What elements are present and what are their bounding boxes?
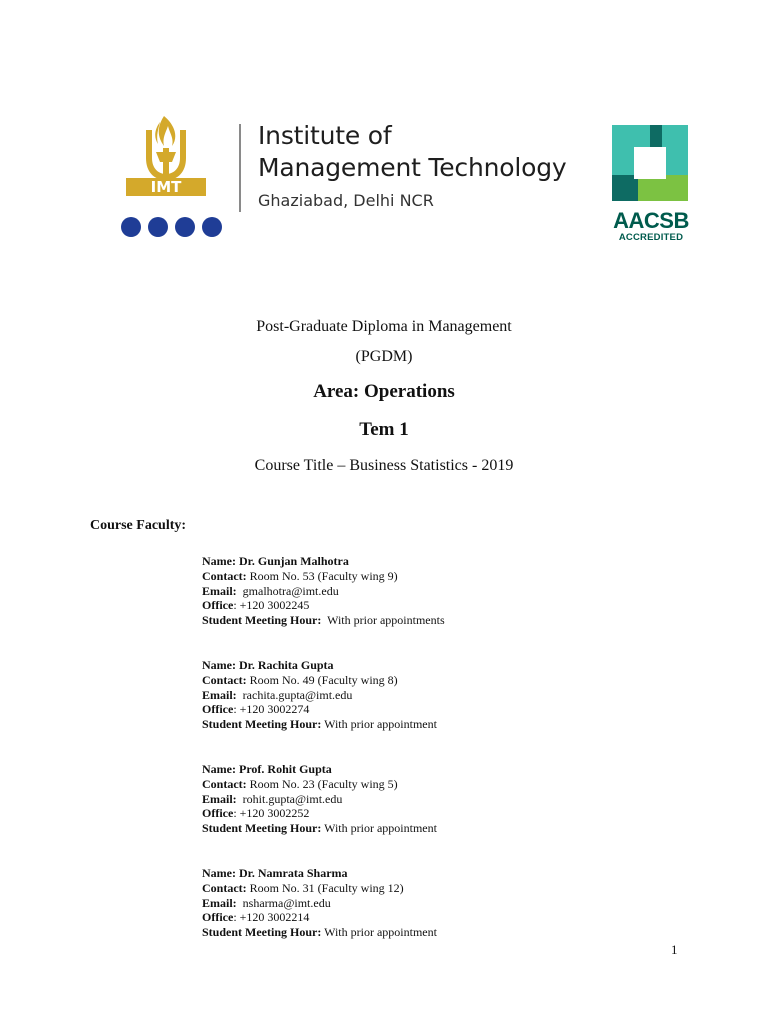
faculty-office: +120 3002245 [239, 598, 310, 613]
institute-location: Ghaziabad, Delhi NCR [258, 191, 434, 210]
imt-logo [120, 112, 235, 242]
program-abbreviation: (PGDM) [355, 348, 413, 365]
faculty-list [202, 554, 682, 970]
faculty-meeting: With prior appointment [324, 925, 437, 940]
email-label: Email: [202, 583, 237, 598]
email-label: Email: [202, 791, 237, 806]
faculty-contact: Room No. 49 (Faculty wing 8) [249, 672, 398, 687]
imt-emblem-icon [120, 112, 235, 242]
faculty-card: Name: Dr. Gunjan Malhotra Contact: Room No. 53 (Faculty wing 9) Email: gmalhotra@imt.edu Office: +120 3002245 Student Meeting Hour: With prior appointments [202, 554, 445, 628]
faculty-name: Prof. Rohit Gupta [238, 761, 332, 776]
faculty-office: +120 3002274 [239, 702, 310, 717]
faculty-name: Dr. Gunjan Malhotra [238, 554, 349, 568]
course-title: Course Title – Business Statistics - 2019 [254, 457, 514, 474]
office-label: Office [202, 598, 234, 613]
faculty-contact: Room No. 53 (Faculty wing 9) [249, 568, 398, 583]
contact-label: Contact: [202, 880, 247, 895]
name-label: Name: [202, 761, 236, 776]
office-label: Office [202, 806, 234, 821]
institute-name-line1: Institute of [258, 121, 392, 150]
office-label: Office [202, 910, 234, 925]
institute-name-block [258, 120, 566, 214]
faculty-office: +120 3002214 [239, 910, 310, 925]
program-name: Post-Graduate Diploma in Management [256, 318, 512, 335]
meeting-label: Student Meeting Hour: [202, 821, 322, 836]
logo-divider [239, 124, 241, 212]
contact-label: Contact: [202, 568, 247, 583]
faculty-card: Name: Dr. Rachita Gupta Contact: Room No. 49 (Faculty wing 8) Email: rachita.gupta@imt.edu Office: +120 3002274 Student Meeting Hour: With prior appointment [202, 657, 437, 732]
faculty-email: nsharma@imt.edu [242, 895, 331, 910]
aacsb-accredited-label: ACCREDITED [618, 232, 684, 243]
faculty-name: Dr. Rachita Gupta [238, 657, 334, 672]
name-label: Name: [202, 657, 236, 672]
contact-label: Contact: [202, 776, 247, 791]
title-block [0, 312, 768, 482]
aacsb-mark-icon [612, 125, 688, 201]
faculty-contact: Room No. 23 (Faculty wing 5) [249, 776, 398, 791]
aacsb-logo [612, 125, 690, 243]
meeting-label: Student Meeting Hour: [202, 717, 322, 732]
contact-label: Contact: [202, 672, 247, 687]
faculty-card: Name: Dr. Namrata Sharma Contact: Room No. 31 (Faculty wing 12) Email: nsharma@imt.edu Office: +120 3002214 Student Meeting Hour: With prior appointment [202, 865, 437, 940]
faculty-office: +120 3002252 [239, 806, 310, 821]
email-label: Email: [202, 895, 237, 910]
imt-logo-text: IMT [150, 178, 182, 196]
aacsb-name: AACSB [613, 208, 689, 233]
name-label: Name: [202, 865, 236, 880]
faculty-email: rachita.gupta@imt.edu [242, 687, 353, 702]
institute-name-line2: Management Technology [258, 153, 567, 182]
meeting-label: Student Meeting Hour: [202, 613, 322, 628]
name-label: Name: [202, 554, 236, 568]
email-label: Email: [202, 687, 237, 702]
faculty-meeting: With prior appointment [324, 821, 437, 836]
course-faculty-heading: Course Faculty: [90, 518, 187, 533]
area-heading: Area: Operations [313, 381, 455, 402]
faculty-email: gmalhotra@imt.edu [242, 583, 339, 598]
meeting-label: Student Meeting Hour: [202, 925, 322, 940]
faculty-meeting: With prior appointment [324, 717, 437, 732]
faculty-contact: Room No. 31 (Faculty wing 12) [249, 880, 404, 895]
faculty-meeting: With prior appointments [327, 613, 445, 628]
term-heading: Tem 1 [359, 419, 409, 440]
office-label: Office [202, 702, 234, 717]
faculty-card: Name: Prof. Rohit Gupta Contact: Room No. 23 (Faculty wing 5) Email: rohit.gupta@imt.edu Office: +120 3002252 Student Meeting Hour: With prior appointment [202, 761, 437, 836]
faculty-email: rohit.gupta@imt.edu [242, 791, 343, 806]
page-number: 1 [671, 942, 678, 957]
faculty-name: Dr. Namrata Sharma [238, 865, 348, 880]
